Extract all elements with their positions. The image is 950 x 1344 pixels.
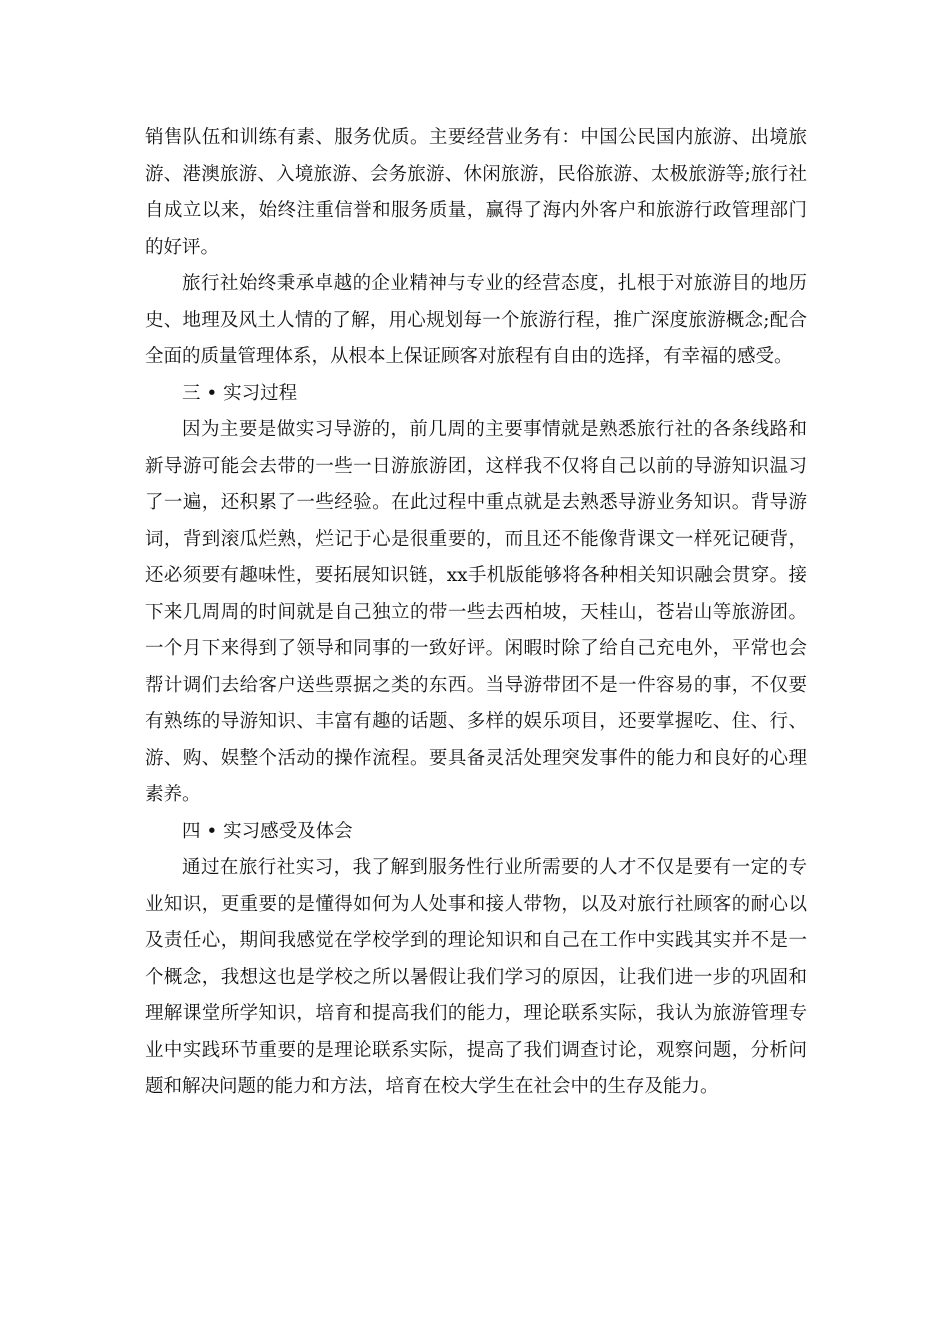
- section-heading-internship-process: 三 • 实习过程: [182, 382, 298, 404]
- document-page: [145, 120, 807, 1106]
- paragraph-company-business: 销售队伍和训练有素、服务优质。主要经营业务有：中国公民国内旅游、出境旅游、港澳旅游、入境旅游、会务旅游、休闲旅游，民俗旅游、太极旅游等;旅行社自成立以来，始终注重信誉和服务质量，赢得了海内外客户和旅游行政管理部门的好评。: [145, 127, 807, 258]
- paragraph-internship-reflection: 通过在旅行社实习，我了解到服务性行业所需要的人才不仅是要有一定的专业知识，更重要的是懂得如何为人处事和接人带物，以及对旅行社顾客的耐心以及责任心，期间我感觉在学校学到的理论知识和自己在工作中实践其实并不是一个概念，我想这也是学校之所以暑假让我们学习的原因，让我们进一步的巩固和理解课堂所学知识，培育和提高我们的能力，理论联系实际，我认为旅游管理专业中实践环节重要的是理论联系实际，提高了我们调查讨论，观察问题，分析问题和解决问题的能力和方法，培育在校大学生在社会中的生存及能力。: [145, 857, 807, 1097]
- paragraph-internship-process: 因为主要是做实习导游的，前几周的主要事情就是熟悉旅行社的各条线路和新导游可能会去带的一些一日游旅游团，这样我不仅将自己以前的导游知识温习了一遍，还积累了一些经验。在此过程中重点就是去熟悉导游业务知识。背导游词，背到滚瓜烂熟，烂记于心是很重要的，而且还不能像背课文一样死记硬背，还必须要有趣味性，要拓展知识链，xx手机版能够将各种相关知识融会贯穿。接下来几周周的时间就是自己独立的带一些去西柏坡，天桂山，苍岩山等旅游团。一个月下来得到了领导和同事的一致好评。闲暇时除了给自己充电外，平常也会帮计调们去给客户送些票据之类的东西。当导游带团不是一件容易的事，不仅要有熟练的导游知识、丰富有趣的话题、多样的娱乐项目，还要掌握吃、住、行、游、购、娱整个活动的操作流程。要具备灵活处理突发事件的能力和良好的心理素养。: [145, 419, 807, 805]
- section-heading-internship-reflection: 四 • 实习感受及体会: [182, 820, 353, 842]
- paragraph-company-philosophy: 旅行社始终秉承卓越的企业精神与专业的经营态度，扎根于对旅游目的地历史、地理及风土人情的了解，用心规划每一个旅游行程，推广深度旅游概念;配合全面的质量管理体系，从根本上保证顾客对旅程有自由的选择，有幸福的感受。: [145, 273, 807, 367]
